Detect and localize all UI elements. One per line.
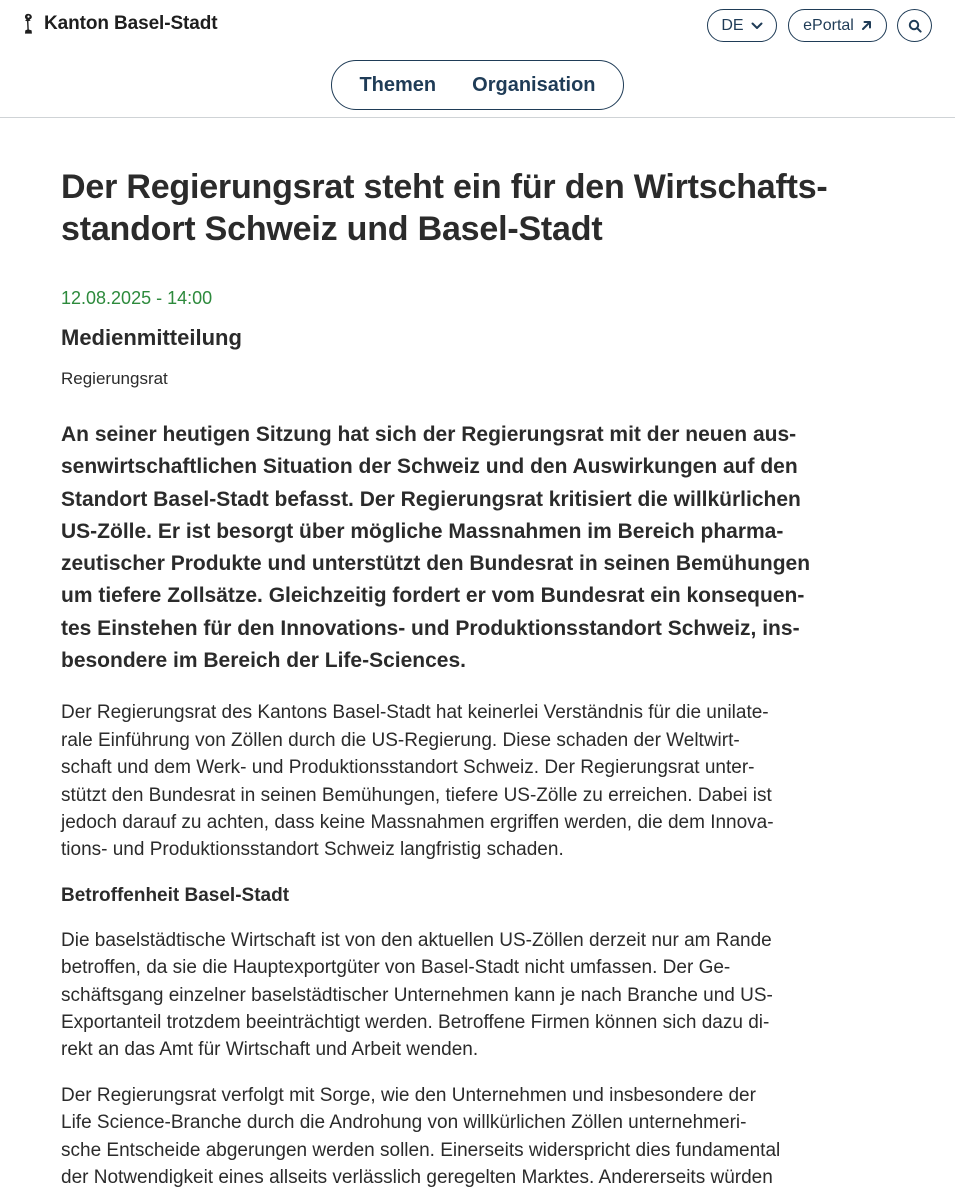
body-line: Exportanteil trotzdem beeinträchtigt werden. Betroffene Firmen können sich dazu di- bbox=[61, 1012, 770, 1034]
lead-line: US-Zölle. Er ist besorgt über mögliche Massnahmen im Bereich pharma- bbox=[61, 519, 784, 543]
lead-line: senwirtschaftlichen Situation der Schweiz und den Auswirkungen auf den bbox=[61, 455, 798, 479]
publish-date: 12.08.2025 - 14:00 bbox=[61, 288, 213, 308]
body-line: Der Regierungsrat verfolgt mit Sorge, wie den Unternehmen und insbesondere der bbox=[61, 1084, 756, 1106]
lead-line: Standort Basel-Stadt befasst. Der Regierungsrat kritisiert die willkürlichen bbox=[61, 487, 801, 511]
eportal-label: ePortal bbox=[803, 16, 854, 34]
body-line: sche Entscheide abgerungen werden sollen. Einerseits widerspricht dies fundamental bbox=[61, 1139, 781, 1161]
article-author: Regierungsrat bbox=[61, 369, 168, 388]
body-line: rale Einführung von Zöllen durch die US-Regierung. Diese schaden der Weltwirt- bbox=[61, 729, 740, 751]
page-title bbox=[61, 166, 901, 250]
body-line: jedoch darauf zu achten, dass keine Massnahmen ergriffen werden, die dem Innova- bbox=[61, 812, 774, 833]
body-line: Die baselstädtische Wirtschaft ist von den aktuellen US-Zöllen derzeit nur am Rande bbox=[61, 929, 772, 951]
main-navigation bbox=[331, 60, 624, 110]
body-line: Der Regierungsrat des Kantons Basel-Stadt hat keinerlei Verständnis für die unilate- bbox=[61, 702, 769, 724]
title-line-1: Der Regierungsrat steht ein für den Wirtschafts- bbox=[61, 168, 828, 206]
body-paragraph bbox=[61, 1082, 901, 1192]
lead-paragraph bbox=[61, 419, 901, 677]
nav-organisation[interactable]: Organisation bbox=[472, 73, 596, 96]
lead-line: besondere im Bereich der Life-Sciences. bbox=[61, 649, 466, 673]
eportal-button[interactable] bbox=[788, 9, 887, 42]
title-line-2: standort Schweiz und Basel-Stadt bbox=[61, 210, 603, 248]
body-line: der Notwendigkeit eines allseits verlässlich geregelten Marktes. Andererseits würden bbox=[61, 1167, 773, 1189]
external-link-icon bbox=[861, 20, 872, 31]
body-line: tions- und Produktionsstandort Schweiz langfristig schaden. bbox=[61, 839, 564, 861]
article bbox=[61, 166, 901, 1191]
basel-staff-icon bbox=[22, 13, 38, 35]
lead-line: zeutischer Produkte und unterstützt den Bundesrat in seinen Bemühungen bbox=[61, 552, 811, 576]
body-paragraph bbox=[61, 927, 901, 1064]
body-line: betroffen, da sie die Hauptexportgüter von Basel-Stadt nicht umfassen. Der Ge- bbox=[61, 957, 731, 979]
lead-line: An seiner heutigen Sitzung hat sich der Regierungsrat mit der neuen aus- bbox=[61, 423, 797, 446]
brand-link[interactable] bbox=[22, 13, 217, 35]
body-line: stützt den Bundesrat in seinen Bemühungen, tiefere US-Zölle zu erreichen. Dabei ist bbox=[61, 784, 772, 806]
lead-line: um tiefere Zollsätze. Gleichzeitig fordert er vom Bundesrat ein konsequen- bbox=[61, 584, 805, 608]
section-heading: Betroffenheit Basel-Stadt bbox=[61, 884, 290, 906]
lead-line: tes Einstehen für den Innovations- und Produktionsstandort Schweiz, ins- bbox=[61, 616, 800, 640]
brand-name: Kanton Basel-Stadt bbox=[44, 13, 218, 34]
body-line: Life Science-Branche durch die Androhung von willkürlichen Zöllen unternehmeri- bbox=[61, 1112, 747, 1134]
body-line: schäftsgang einzelner baselstädtischer Unternehmen kann je nach Branche und US- bbox=[61, 984, 773, 1006]
body-line: rekt an das Amt für Wirtschaft und Arbeit wenden. bbox=[61, 1039, 479, 1061]
chevron-down-icon bbox=[751, 22, 763, 30]
article-type: Medienmitteilung bbox=[61, 325, 242, 350]
search-icon bbox=[908, 19, 922, 33]
language-label: DE bbox=[721, 16, 744, 34]
language-select[interactable] bbox=[707, 9, 777, 42]
site-header bbox=[0, 0, 955, 118]
search-button[interactable] bbox=[897, 9, 932, 42]
body-paragraph bbox=[61, 699, 901, 863]
body-line: schaft und dem Werk- und Produktionsstandort Schweiz. Der Regierungsrat unter- bbox=[61, 757, 755, 779]
nav-themen[interactable]: Themen bbox=[359, 73, 437, 96]
